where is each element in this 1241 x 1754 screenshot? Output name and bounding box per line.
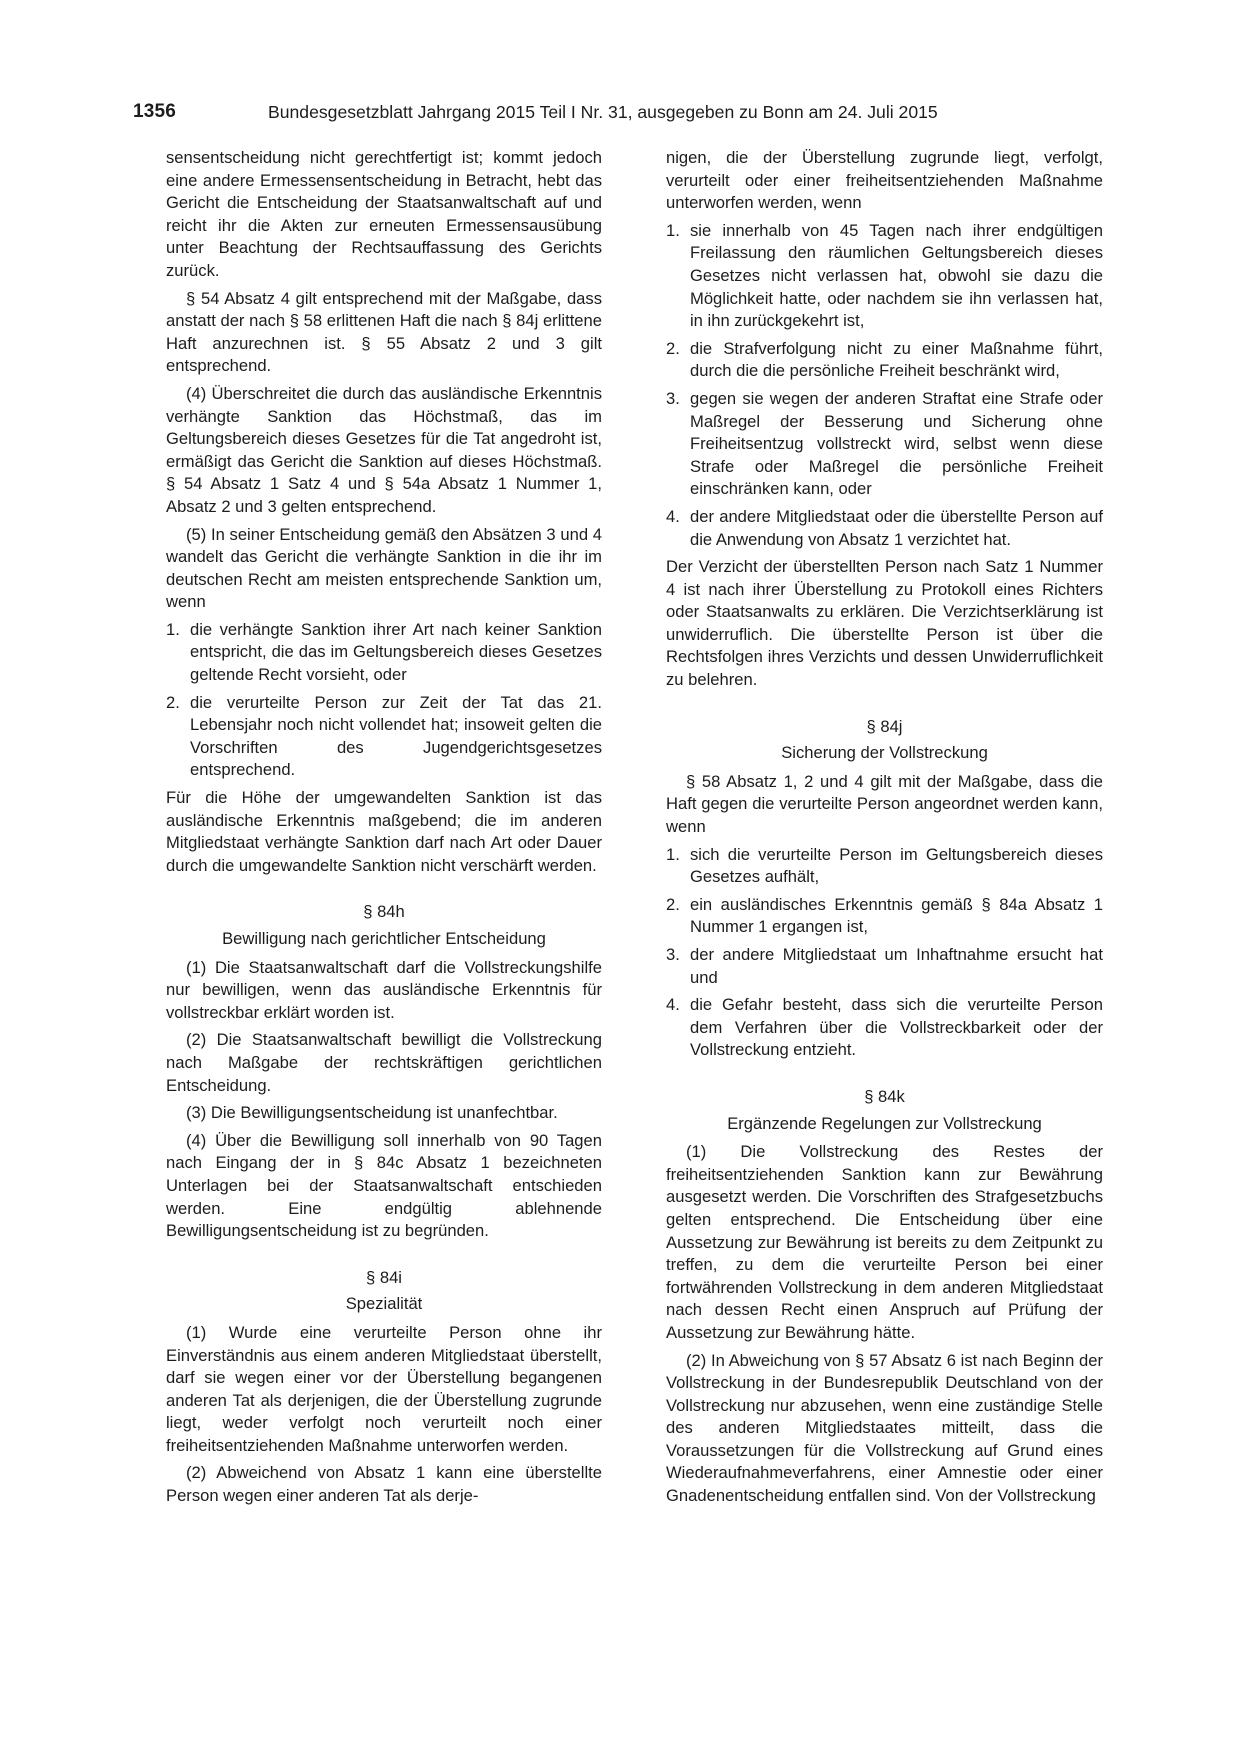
- list-item: [666, 994, 1103, 1062]
- paragraph: § 54 Absatz 4 gilt entsprechend mit der Maßgabe, dass anstatt der nach § 58 erlittenen Haft die nach § 84j erlittene Haft anzurechnen ist. § 55 Absatz 2 und 3 gilt entsprechend.: [166, 288, 602, 376]
- paragraph: (1) Die Vollstreckung des Restes der freiheitsentziehenden Sanktion kann zur Bewährung ausgesetzt werden. Die Vorschriften des Strafgesetzbuchs gelten entsprechend. Die Entscheidung über eine Aussetzung zur Bewährung ist bereits zu dem Zeitpunkt zu treffen, zu dem die verurteilte Person bei einer fortwährenden Vollstreckung in dem anderen Mitgliedstaat nach dessen Recht einen Anspruch auf Prüfung der Aussetzung zur Bewährung hätte.: [666, 1142, 1103, 1342]
- section-number: § 84k: [864, 1086, 905, 1106]
- paragraph: Für die Höhe der umgewandelten Sanktion ist das ausländische Erkenntnis maßgebend; die im anderen Mitgliedstaat verhängte Sanktion darf nach Art oder Dauer durch die umgewandelte Sanktion nicht verschärft werden.: [166, 788, 602, 875]
- paragraph: (5) In seiner Entscheidung gemäß den Absätzen 3 und 4 wandelt das Gericht die verhängte Sanktion in die ihr im deutschen Recht am meisten entsprechende Sanktion um, wenn: [166, 524, 602, 612]
- list-number: 1.: [666, 220, 680, 240]
- paragraph: (2) In Abweichung von § 57 Absatz 6 ist nach Beginn der Vollstreckung in der Bundesrepublik Deutschland von der Vollstreckung nur abzusehen, wenn eine zuständige Stelle des anderen Mitgliedstaates mitteilt, dass die Voraussetzungen für die Vollstreckung auf Grund eines Wiederaufnahmeverfahrens, einer Amnestie oder einer Gnadenentscheidung entfallen sind. Von der Vollstreckung: [666, 1350, 1103, 1506]
- list-item: [666, 338, 1103, 383]
- paragraph: (2) Die Staatsanwaltschaft bewilligt die Vollstreckung nach Maßgabe der rechtskräftigen gerichtlichen Entscheidung.: [166, 1030, 602, 1095]
- list-number: 3.: [666, 388, 680, 408]
- paragraph: (3) Die Bewilligungsentscheidung ist unanfechtbar.: [186, 1103, 558, 1123]
- section-title: Spezialität: [345, 1294, 423, 1314]
- list-text: die Gefahr besteht, dass sich die verurteilte Person dem Verfahren über die Vollstreckbarkeit oder der Vollstreckung entzieht.: [690, 995, 1103, 1060]
- section-number: § 84i: [366, 1267, 402, 1287]
- list-number: 4.: [666, 506, 680, 526]
- paragraph: nigen, die der Überstellung zugrunde liegt, verfolgt, verurteilt oder einer freiheitsentziehenden Maßnahme unterworfen werden, wenn: [666, 148, 1103, 213]
- section-number: § 84h: [363, 902, 405, 922]
- list-item: [666, 944, 1103, 989]
- paragraph: sensentscheidung nicht gerechtfertigt ist; kommt jedoch eine andere Ermessensentscheidung in Betracht, hebt das Gericht die Entscheidung der Staatsanwaltschaft auf und reicht ihr die Akten zur erneuten Ermessensausübung unter Beachtung der Rechtsauffassung des Gerichts zurück.: [166, 148, 602, 280]
- list-text: gegen sie wegen der anderen Straftat eine Strafe oder Maßregel der Besserung und Sicherung ohne Freiheitsentzug vollstreckt wird, selbst wenn diese Strafe oder Maßregel die persönliche Freiheit einschränken kann, oder: [690, 388, 1103, 499]
- list-item: [666, 844, 1103, 889]
- running-title: Bundesgesetzblatt Jahrgang 2015 Teil I Nr. 31, ausgegeben zu Bonn am 24. Juli 2015: [268, 102, 938, 122]
- list-number: 1.: [166, 619, 180, 639]
- page-number: 1356: [133, 101, 177, 122]
- list-text: die verurteilte Person zur Zeit der Tat das 21. Lebensjahr noch nicht vollendet hat; insoweit gelten die Vorschriften des Jugendgerichtsgesetzes entsprechend.: [190, 692, 602, 780]
- right-column: [666, 147, 1103, 1513]
- list-text: die verhängte Sanktion ihrer Art nach keiner Sanktion entspricht, die das im Geltungsbereich dieses Gesetzes geltende Recht vorsieht, oder: [190, 619, 602, 685]
- list-number: 4.: [666, 995, 680, 1015]
- paragraph: (4) Überschreitet die durch das ausländische Erkenntnis verhängte Sanktion das Höchstmaß, das im Geltungsbereich dieses Gesetzes für die Tat angedroht ist, ermäßigt das Gericht die Sanktion auf dieses Höchstmaß. § 54 Absatz 1 Satz 4 und § 54a Absatz 1 Nummer 1, Absatz 2 und 3 gelten entsprechend.: [166, 383, 602, 516]
- list-text: der andere Mitgliedstaat um Inhaftnahme ersucht hat und: [690, 945, 1103, 987]
- list-item: [666, 388, 1103, 501]
- list-number: 2.: [166, 692, 180, 712]
- list-item: [166, 692, 602, 782]
- list-item: [166, 619, 602, 687]
- paragraph: (1) Wurde eine verurteilte Person ohne ihr Einverständnis aus einem anderen Mitgliedstaat überstellt, darf sie wegen einer vor der Überstellung begangenen anderen Tat als derjenigen, die der Überstellung zugrunde liegt, weder verfolgt noch verurteilt noch einer freiheitsentziehenden Maßnahme unterworfen werden.: [166, 1322, 602, 1455]
- list-text: sich die verurteilte Person im Geltungsbereich dieses Gesetzes aufhält,: [690, 844, 1103, 887]
- left-column: [166, 147, 602, 1513]
- list-number: 3.: [666, 945, 680, 964]
- list-item: [666, 220, 1103, 333]
- list-text: der andere Mitgliedstaat oder die überstellte Person auf die Anwendung von Absatz 1 verzichtet hat.: [690, 506, 1103, 549]
- paragraph: (2) Abweichend von Absatz 1 kann eine überstellte Person wegen einer anderen Tat als derje-: [166, 1463, 602, 1506]
- paragraph: (4) Über die Bewilligung soll innerhalb von 90 Tagen nach Eingang der in § 84c Absatz 1 bezeichneten Unterlagen bei der Staatsanwaltschaft entschieden werden. Eine endgültig ablehnende Bewilligungsentscheidung ist zu begründen.: [166, 1130, 602, 1241]
- section-title: Sicherung der Vollstreckung: [781, 743, 988, 763]
- list-text: ein ausländisches Erkenntnis gemäß § 84a Absatz 1 Nummer 1 ergangen ist,: [690, 894, 1103, 937]
- list-text: die Strafverfolgung nicht zu einer Maßnahme führt, durch die die persönliche Freiheit beschränkt wird,: [690, 338, 1103, 381]
- paragraph: § 58 Absatz 1, 2 und 4 gilt mit der Maßgabe, dass die Haft gegen die verurteilte Person angeordnet werden kann, wenn: [666, 771, 1103, 837]
- list-number: 1.: [666, 844, 680, 864]
- list-item: [666, 894, 1103, 939]
- list-text: sie innerhalb von 45 Tagen nach ihrer endgültigen Freilassung den räumlichen Geltungsbereich dieses Gesetzes nicht verlassen hat, obwohl sie dazu die Möglichkeit hatte, oder nachdem sie ihn verlassen hat, in ihn zurückgekehrt ist,: [690, 220, 1103, 331]
- list-number: 2.: [666, 338, 680, 358]
- paragraph: (1) Die Staatsanwaltschaft darf die Vollstreckungshilfe nur bewilligen, wenn das ausländische Erkenntnis für vollstreckbar erklärt worden ist.: [166, 957, 602, 1022]
- paragraph: Der Verzicht der überstellten Person nach Satz 1 Nummer 4 ist nach ihrer Überstellung zu Protokoll eines Richters oder Staatsanwalts zu erklären. Die Verzichtserklärung ist unwiderruflich. Die überstellte Person ist über die Rechtsfolgen ihres Verzichts und dessen Unwiderruflichkeit zu belehren.: [666, 557, 1103, 690]
- list-number: 2.: [666, 894, 680, 914]
- section-title: Ergänzende Regelungen zur Vollstreckung: [727, 1113, 1042, 1133]
- section-number: § 84j: [866, 716, 903, 736]
- list-item: [666, 506, 1103, 551]
- section-title: Bewilligung nach gerichtlicher Entscheidung: [222, 929, 546, 948]
